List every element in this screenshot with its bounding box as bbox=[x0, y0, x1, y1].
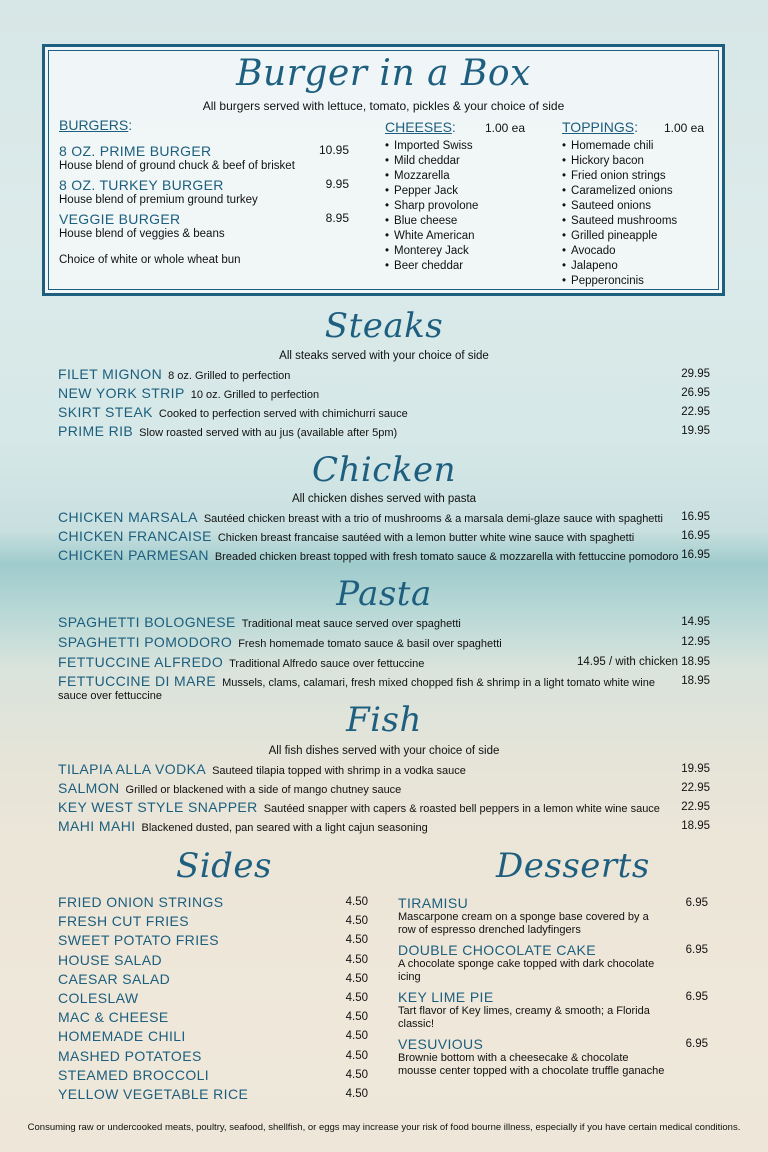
burger-desc: House blend of premium ground turkey bbox=[59, 194, 258, 206]
steak-item: PRIME RIB Slow roasted served with au jus (available after 5pm) 19.95 bbox=[58, 423, 710, 439]
burger-name: 8 OZ. TURKEY BURGER bbox=[59, 177, 224, 193]
burger-section-subtitle: All burgers served with lettuce, tomato, pickles & your choice of side bbox=[202, 99, 565, 113]
sides-title: Sides bbox=[176, 846, 272, 886]
dessert-item: TIRAMISU 6.95 Mascarpone cream on a sponge base covered by a row of espresso drenched ladyfingers bbox=[398, 895, 708, 936]
topping-item: • Hickory bacon bbox=[562, 154, 704, 169]
cheese-item: • Mozzarella bbox=[385, 169, 525, 184]
pasta-title: Pasta bbox=[336, 574, 432, 614]
side-name: MAC & CHEESE bbox=[58, 1009, 169, 1026]
steak-item: FILET MIGNON 8 oz. Grilled to perfection 29.95 bbox=[58, 366, 710, 382]
chicken-subtitle: All chicken dishes served with pasta bbox=[291, 493, 477, 505]
burger-desc: House blend of veggies & beans bbox=[59, 228, 225, 240]
side-item bbox=[58, 1028, 368, 1047]
cheese-item: • Blue cheese bbox=[385, 214, 525, 229]
fish-item: TILAPIA ALLA VODKA Sauteed tilapia topped with shrimp in a vodka sauce 19.95 bbox=[58, 761, 710, 777]
cheese-item: • Pepper Jack bbox=[385, 184, 525, 199]
cheeses-heading: CHEESES: bbox=[385, 119, 456, 135]
topping-item: • Caramelized onions bbox=[562, 184, 704, 199]
steak-item: SKIRT STEAK Cooked to perfection served with chimichurri sauce 22.95 bbox=[58, 404, 710, 420]
toppings-column bbox=[562, 119, 704, 289]
side-price: 4.50 bbox=[345, 896, 368, 908]
side-item bbox=[58, 990, 368, 1009]
steaks-subtitle: All steaks served with your choice of side bbox=[279, 350, 489, 362]
dessert-item: DOUBLE CHOCOLATE CAKE 6.95 A chocolate sponge cake topped with dark chocolate icing bbox=[398, 942, 708, 983]
side-name: YELLOW VEGETABLE RICE bbox=[58, 1085, 249, 1102]
chicken-item: CHICKEN FRANCAISE Chicken breast francaise sautéed with a lemon butter white wine sauce with spaghetti 16.95 bbox=[58, 528, 710, 544]
burger-desc: House blend of ground chuck & beef of brisket bbox=[59, 160, 295, 172]
pasta-item: SPAGHETTI POMODORO Fresh homemade tomato sauce & basil over spaghetti 12.95 bbox=[58, 634, 710, 650]
pasta-item: FETTUCCINE DI MARE Mussels, clams, calamari, fresh mixed chopped fish & shrimp in a light tomato white wine 18.95 sauce over fettuccine bbox=[58, 673, 710, 702]
side-name: HOMEMADE CHILI bbox=[58, 1028, 186, 1045]
side-price: 4.50 bbox=[345, 1087, 368, 1100]
side-item bbox=[58, 1086, 368, 1105]
side-price: 4.50 bbox=[345, 991, 368, 1004]
cheese-item: • White American bbox=[385, 229, 525, 244]
cheeses-column bbox=[385, 119, 525, 274]
burger-price: 10.95 bbox=[318, 143, 349, 157]
topping-item: • Jalapeno bbox=[562, 259, 704, 274]
toppings-heading: TOPPINGS: bbox=[562, 119, 638, 135]
side-item bbox=[58, 932, 368, 951]
cheese-item: • Beer cheddar bbox=[385, 259, 525, 274]
burger-item bbox=[59, 177, 349, 206]
side-name: SWEET POTATO FRIES bbox=[58, 932, 219, 949]
side-name: COLESLAW bbox=[58, 989, 139, 1006]
side-item bbox=[58, 1009, 368, 1028]
topping-item: • Pepperoncinis bbox=[562, 274, 704, 289]
side-name: MASHED POTATOES bbox=[58, 1047, 202, 1064]
topping-list bbox=[562, 139, 704, 289]
pasta-item: SPAGHETTI BOLOGNESE Traditional meat sauce served over spaghetti 14.95 bbox=[58, 614, 710, 630]
footer-disclaimer: Consuming raw or undercooked meats, poultry, seafood, shellfish, or eggs may increase your risk of food bourne illness, especially if you have certain medical conditions. bbox=[27, 1122, 741, 1133]
side-name: FRESH CUT FRIES bbox=[58, 913, 189, 930]
side-item bbox=[58, 894, 368, 913]
burger-box bbox=[42, 44, 725, 296]
steaks-title: Steaks bbox=[324, 306, 444, 346]
pasta-item: FETTUCCINE ALFREDO Traditional Alfredo sauce over fettuccine 14.95 / with chicken 18.95 bbox=[58, 654, 710, 670]
cheese-item: • Sharp provolone bbox=[385, 199, 525, 214]
topping-item: • Sauteed onions bbox=[562, 199, 704, 214]
chicken-item: CHICKEN MARSALA Sautéed chicken breast with a trio of mushrooms & a marsala demi-glaze sauce with spaghetti 16.95 bbox=[58, 509, 710, 525]
topping-item: • Sauteed mushrooms bbox=[562, 214, 704, 229]
side-price: 4.50 bbox=[345, 1030, 368, 1043]
cheese-item: • Mild cheddar bbox=[385, 154, 525, 169]
side-item bbox=[58, 971, 368, 990]
side-item bbox=[58, 913, 368, 932]
burger-item bbox=[59, 211, 349, 240]
burgers-heading: BURGERS: bbox=[59, 117, 133, 133]
burger-name: VEGGIE BURGER bbox=[59, 211, 181, 227]
cheese-item: • Monterey Jack bbox=[385, 244, 525, 259]
topping-item: • Avocado bbox=[562, 244, 704, 259]
side-price: 4.50 bbox=[345, 1068, 368, 1081]
side-price: 4.50 bbox=[345, 1011, 368, 1024]
side-price: 4.50 bbox=[345, 972, 368, 985]
burger-name: 8 OZ. PRIME BURGER bbox=[59, 143, 212, 159]
cheese-list bbox=[385, 139, 525, 274]
side-price: 4.50 bbox=[345, 934, 368, 947]
chicken-item: CHICKEN PARMESAN Breaded chicken breast topped with fresh tomato sauce & mozzarella with fettuccine pomodoro 16.95 bbox=[58, 547, 710, 563]
topping-item: • Homemade chili bbox=[562, 139, 704, 154]
fish-item: KEY WEST STYLE SNAPPER Sautéed snapper with capers & roasted bell peppers in a lemon white wine sauce 22.95 bbox=[58, 799, 710, 815]
burger-section-title: Burger in a Box bbox=[236, 53, 531, 94]
side-price: 4.50 bbox=[345, 1049, 368, 1062]
burger-price: 8.95 bbox=[325, 211, 349, 225]
side-price: 4.50 bbox=[345, 915, 368, 928]
burger-item bbox=[59, 143, 349, 172]
dessert-item: KEY LIME PIE 6.95 Tart flavor of Key limes, creamy & smooth; a Florida classic! bbox=[398, 989, 708, 1030]
desserts-list bbox=[398, 895, 708, 1083]
burger-price: 9.95 bbox=[325, 177, 349, 191]
desserts-title: Desserts bbox=[496, 846, 650, 886]
fish-item: MAHI MAHI Blackened dusted, pan seared with a light cajun seasoning 18.95 bbox=[58, 818, 710, 834]
chicken-title: Chicken bbox=[312, 450, 456, 490]
side-item bbox=[58, 952, 368, 971]
burgers-column bbox=[59, 117, 349, 266]
topping-item: • Fried onion strings bbox=[562, 169, 704, 184]
side-name: HOUSE SALAD bbox=[58, 951, 162, 968]
cheese-item: • Imported Swiss bbox=[385, 139, 525, 154]
side-name: CAESAR SALAD bbox=[58, 970, 171, 987]
fish-title: Fish bbox=[346, 700, 422, 740]
topping-item: • Grilled pineapple bbox=[562, 229, 704, 244]
dessert-item: VESUVIOUS 6.95 Brownie bottom with a cheesecake & chocolate mousse center topped with a chocolate truffle ganache bbox=[398, 1036, 708, 1077]
sides-list bbox=[58, 894, 368, 1105]
cheeses-price: 1.00 ea bbox=[484, 121, 525, 135]
steak-item: NEW YORK STRIP 10 oz. Grilled to perfection 26.95 bbox=[58, 385, 710, 401]
toppings-price: 1.00 ea bbox=[663, 121, 704, 135]
side-name: STEAMED BROCCOLI bbox=[58, 1066, 210, 1083]
side-item bbox=[58, 1048, 368, 1067]
side-name: FRIED ONION STRINGS bbox=[58, 894, 224, 910]
bun-note: Choice of white or whole wheat bun bbox=[59, 254, 241, 266]
side-price: 4.50 bbox=[345, 953, 368, 966]
fish-item: SALMON Grilled or blackened with a side of mango chutney sauce 22.95 bbox=[58, 780, 710, 796]
side-item bbox=[58, 1067, 368, 1086]
fish-subtitle: All fish dishes served with your choice of side bbox=[268, 745, 500, 757]
